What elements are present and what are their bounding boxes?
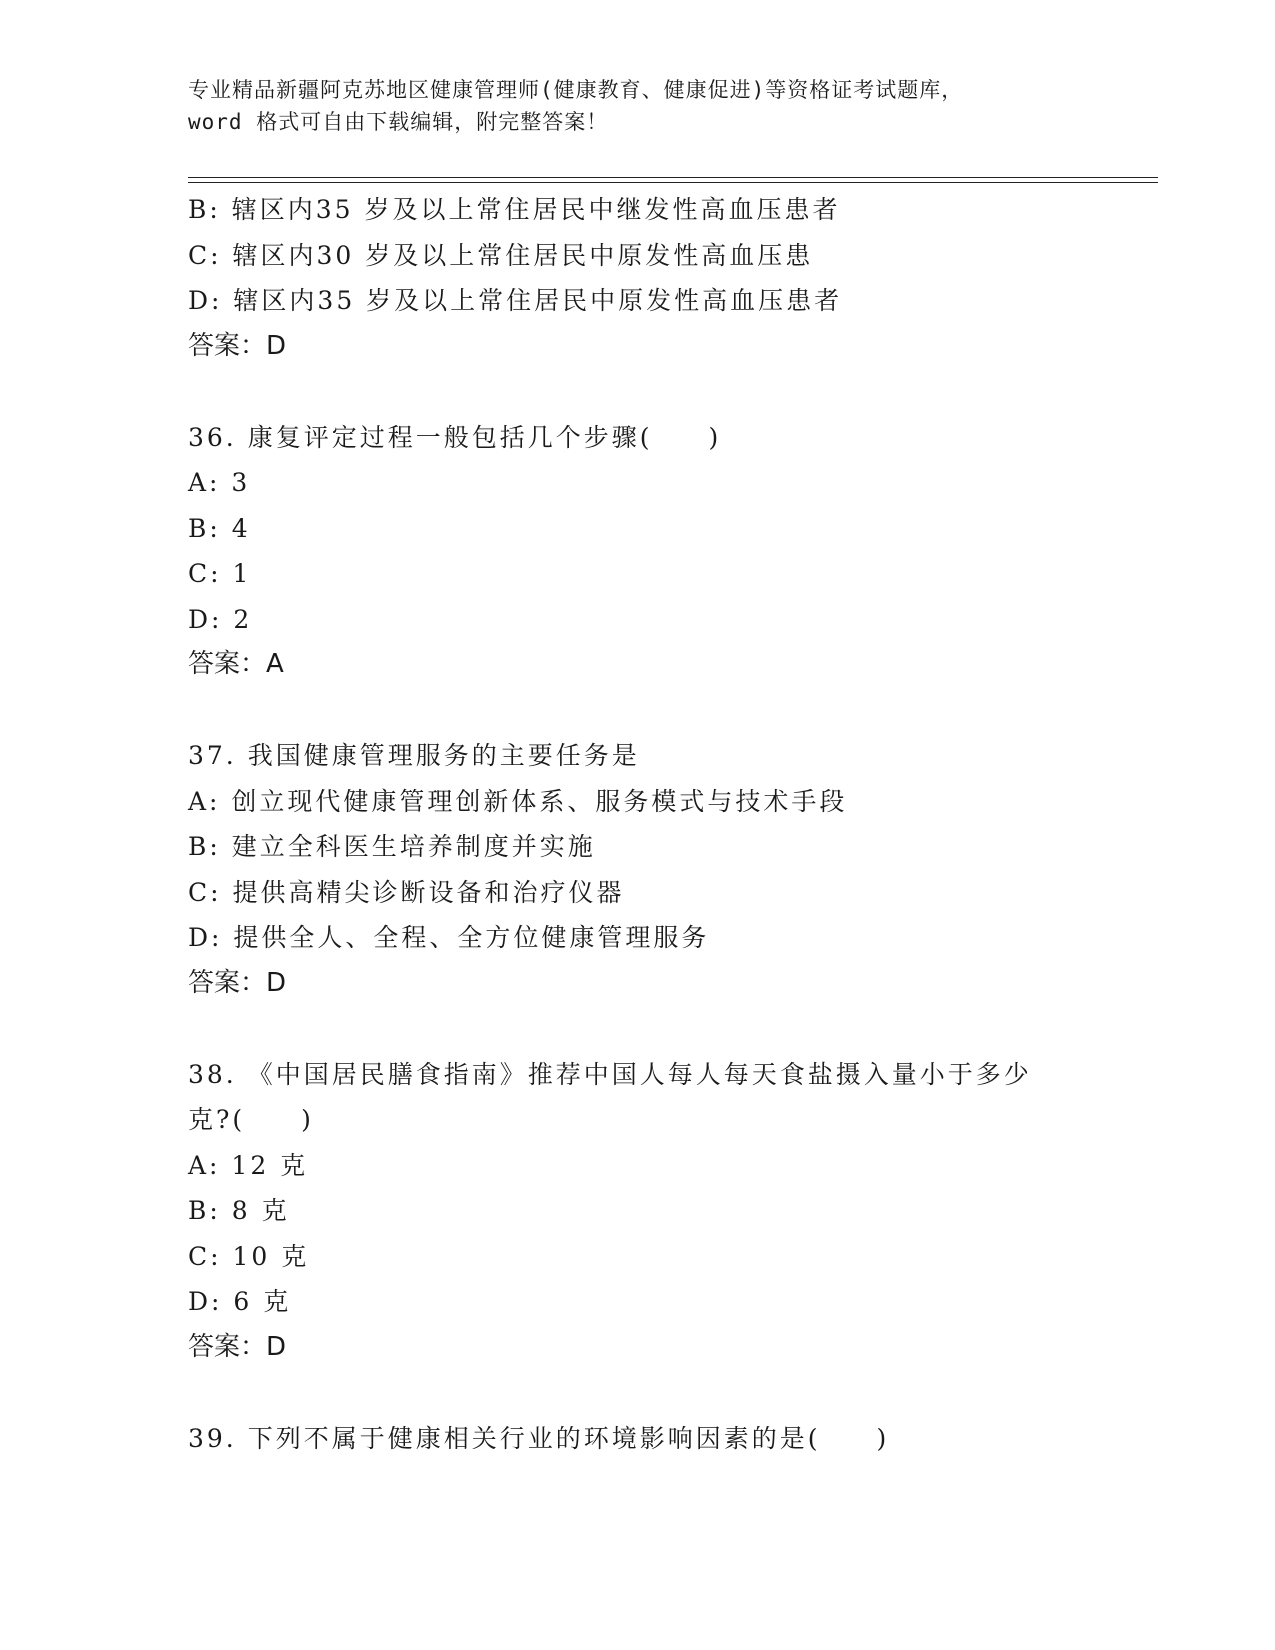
question-37 (188, 733, 1138, 1006)
option-c: C: 10 克 (188, 1241, 310, 1271)
option-a: A: 12 克 (188, 1150, 309, 1180)
option-b: B: 4 (188, 513, 251, 543)
option-a: A: 创立现代健康管理创新体系、服务模式与技术手段 (188, 786, 848, 816)
question-35-partial (188, 187, 1138, 369)
answer-label: 答案：D (188, 330, 287, 361)
option-c: C: 辖区内30 岁及以上常住居民中原发性高血压患 (188, 240, 814, 270)
question-36 (188, 415, 1138, 688)
question-text: 39. 下列不属于健康相关行业的环境影响因素的是( ) (188, 1423, 890, 1453)
question-text: 36. 康复评定过程一般包括几个步骤( ) (188, 422, 722, 452)
option-b: B: 建立全科医生培养制度并实施 (188, 832, 596, 861)
option-c: C: 提供高精尖诊断设备和治疗仪器 (188, 877, 625, 907)
question-39 (188, 1416, 1138, 1462)
header-line-1: 专业精品新疆阿克苏地区健康管理师(健康教育、健康促进)等资格证考试题库， (188, 78, 964, 102)
document-header (188, 74, 1088, 138)
question-text-line-2: 克?( ) (188, 1105, 314, 1134)
question-text: 37. 我国健康管理服务的主要任务是 (188, 741, 640, 770)
option-b: B: 8 克 (188, 1196, 290, 1225)
option-d: D: 提供全人、全程、全方位健康管理服务 (188, 923, 710, 952)
question-text-line-1: 38. 《中国居民膳食指南》推荐中国人每人每天食盐摄入量小于多少 (188, 1059, 1032, 1089)
answer-label: 答案：D (188, 1331, 287, 1362)
option-c: C: 1 (188, 559, 252, 588)
header-line-2: word 格式可自由下载编辑，附完整答案！ (188, 110, 609, 134)
option-a: A: 3 (188, 468, 251, 497)
answer-label: 答案：D (188, 967, 287, 998)
header-divider-bottom (188, 182, 1158, 183)
option-d: D: 2 (188, 604, 253, 634)
option-b: B: 辖区内35 岁及以上常住居民中继发性高血压患者 (188, 195, 841, 224)
option-d: D: 辖区内35 岁及以上常住居民中原发性高血压患者 (188, 286, 843, 315)
option-d: D: 6 克 (188, 1287, 292, 1316)
question-list (188, 187, 1138, 1461)
question-38 (188, 1052, 1138, 1371)
answer-label: 答案：A (188, 649, 284, 679)
header-divider-top (188, 177, 1158, 178)
